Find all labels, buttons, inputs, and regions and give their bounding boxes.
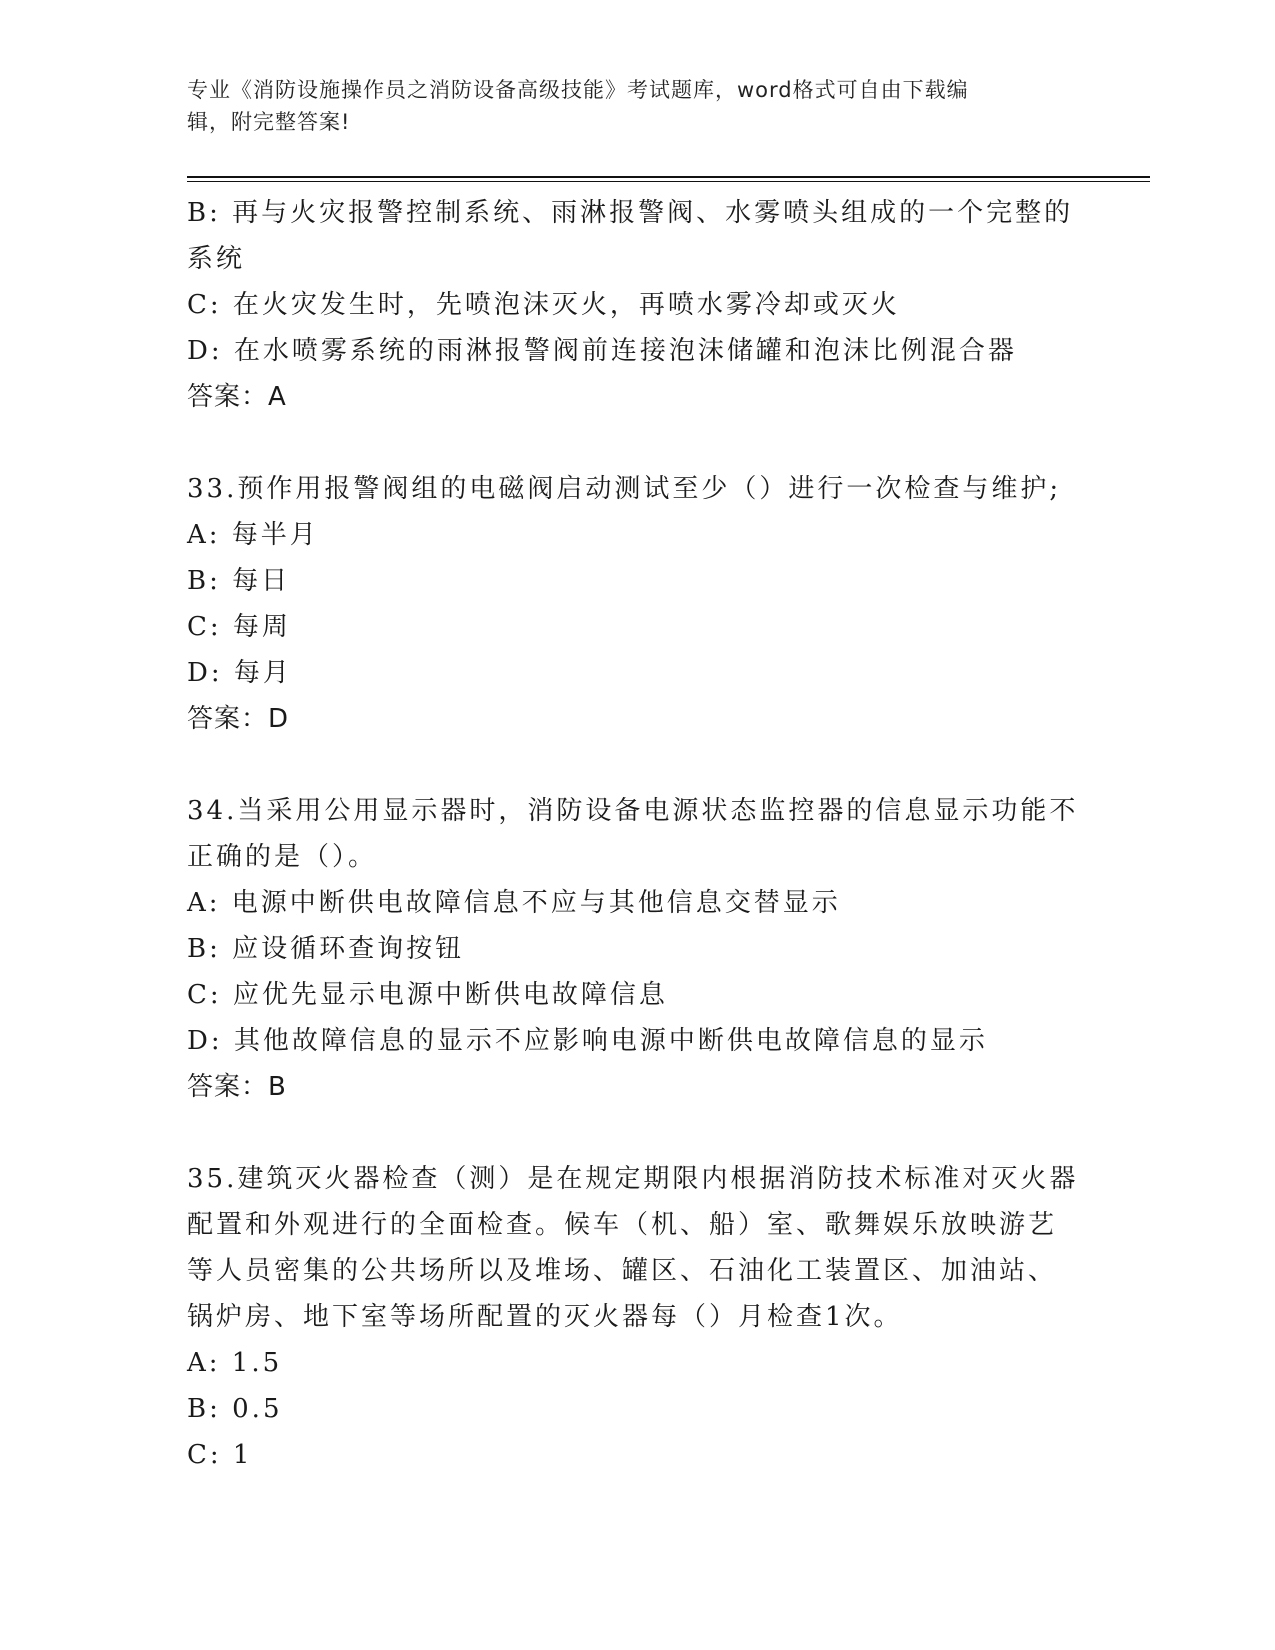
option-a: A: 每半月 bbox=[187, 520, 319, 550]
question-stem-line-4: 锅炉房、地下室等场所配置的灭火器每（）月检查1次。 bbox=[187, 1302, 903, 1332]
option-d: D: 在水喷雾系统的雨淋报警阀前连接泡沫储罐和泡沫比例混合器 bbox=[187, 336, 1017, 366]
question-stem: 33.预作用报警阀组的电磁阀启动测试至少（）进行一次检查与维护; bbox=[187, 474, 1062, 504]
question-stem-line-1: 34.当采用公用显示器时，消防设备电源状态监控器的信息显示功能不 bbox=[187, 796, 1079, 826]
option-b-line-2: 系统 bbox=[187, 244, 246, 274]
question-stem-line-2: 正确的是（）。 bbox=[187, 842, 378, 872]
header-line-1: 专业《消防设施操作员之消防设备高级技能》考试题库，word格式可自由下载编 bbox=[187, 78, 969, 102]
header-rule-thin bbox=[187, 181, 1150, 182]
option-b: B: 0.5 bbox=[187, 1394, 283, 1424]
option-d: D: 每月 bbox=[187, 658, 292, 688]
option-b: B: 每日 bbox=[187, 566, 291, 596]
option-b-line-1: B: 再与火灾报警控制系统、雨淋报警阀、水雾喷头组成的一个完整的 bbox=[187, 198, 1074, 228]
option-b: B: 应设循环查询按钮 bbox=[187, 934, 465, 964]
spacer bbox=[187, 742, 1087, 788]
question-33 bbox=[187, 466, 1087, 742]
answer: 答案：D bbox=[187, 704, 290, 734]
header-line-2: 辑，附完整答案! bbox=[187, 110, 351, 134]
answer: 答案：A bbox=[187, 382, 287, 412]
option-c: C: 在火灾发生时，先喷泡沫灭火，再喷水雾冷却或灭火 bbox=[187, 290, 900, 320]
question-stem-line-1: 35.建筑灭火器检查（测）是在规定期限内根据消防技术标准对灭火器 bbox=[187, 1164, 1079, 1194]
option-a: A: 电源中断供电故障信息不应与其他信息交替显示 bbox=[187, 888, 841, 918]
question-34 bbox=[187, 788, 1087, 1110]
option-d: D: 其他故障信息的显示不应影响电源中断供电故障信息的显示 bbox=[187, 1026, 988, 1056]
spacer bbox=[187, 1110, 1087, 1156]
header-rule-thick bbox=[187, 176, 1150, 178]
question-35 bbox=[187, 1156, 1087, 1478]
option-c: C: 每周 bbox=[187, 612, 291, 642]
option-c: C: 应优先显示电源中断供电故障信息 bbox=[187, 980, 668, 1010]
option-c: C: 1 bbox=[187, 1440, 253, 1470]
document-body bbox=[187, 190, 1087, 1478]
spacer bbox=[187, 420, 1087, 466]
question-stem-line-3: 等人员密集的公共场所以及堆场、罐区、石油化工装置区、加油站、 bbox=[187, 1256, 1058, 1286]
question-stem-line-2: 配置和外观进行的全面检查。候车（机、船）室、歌舞娱乐放映游艺 bbox=[187, 1210, 1058, 1240]
option-a: A: 1.5 bbox=[187, 1348, 283, 1378]
question-32-continued bbox=[187, 190, 1087, 420]
document-header bbox=[187, 74, 1087, 138]
answer: 答案：B bbox=[187, 1072, 287, 1102]
